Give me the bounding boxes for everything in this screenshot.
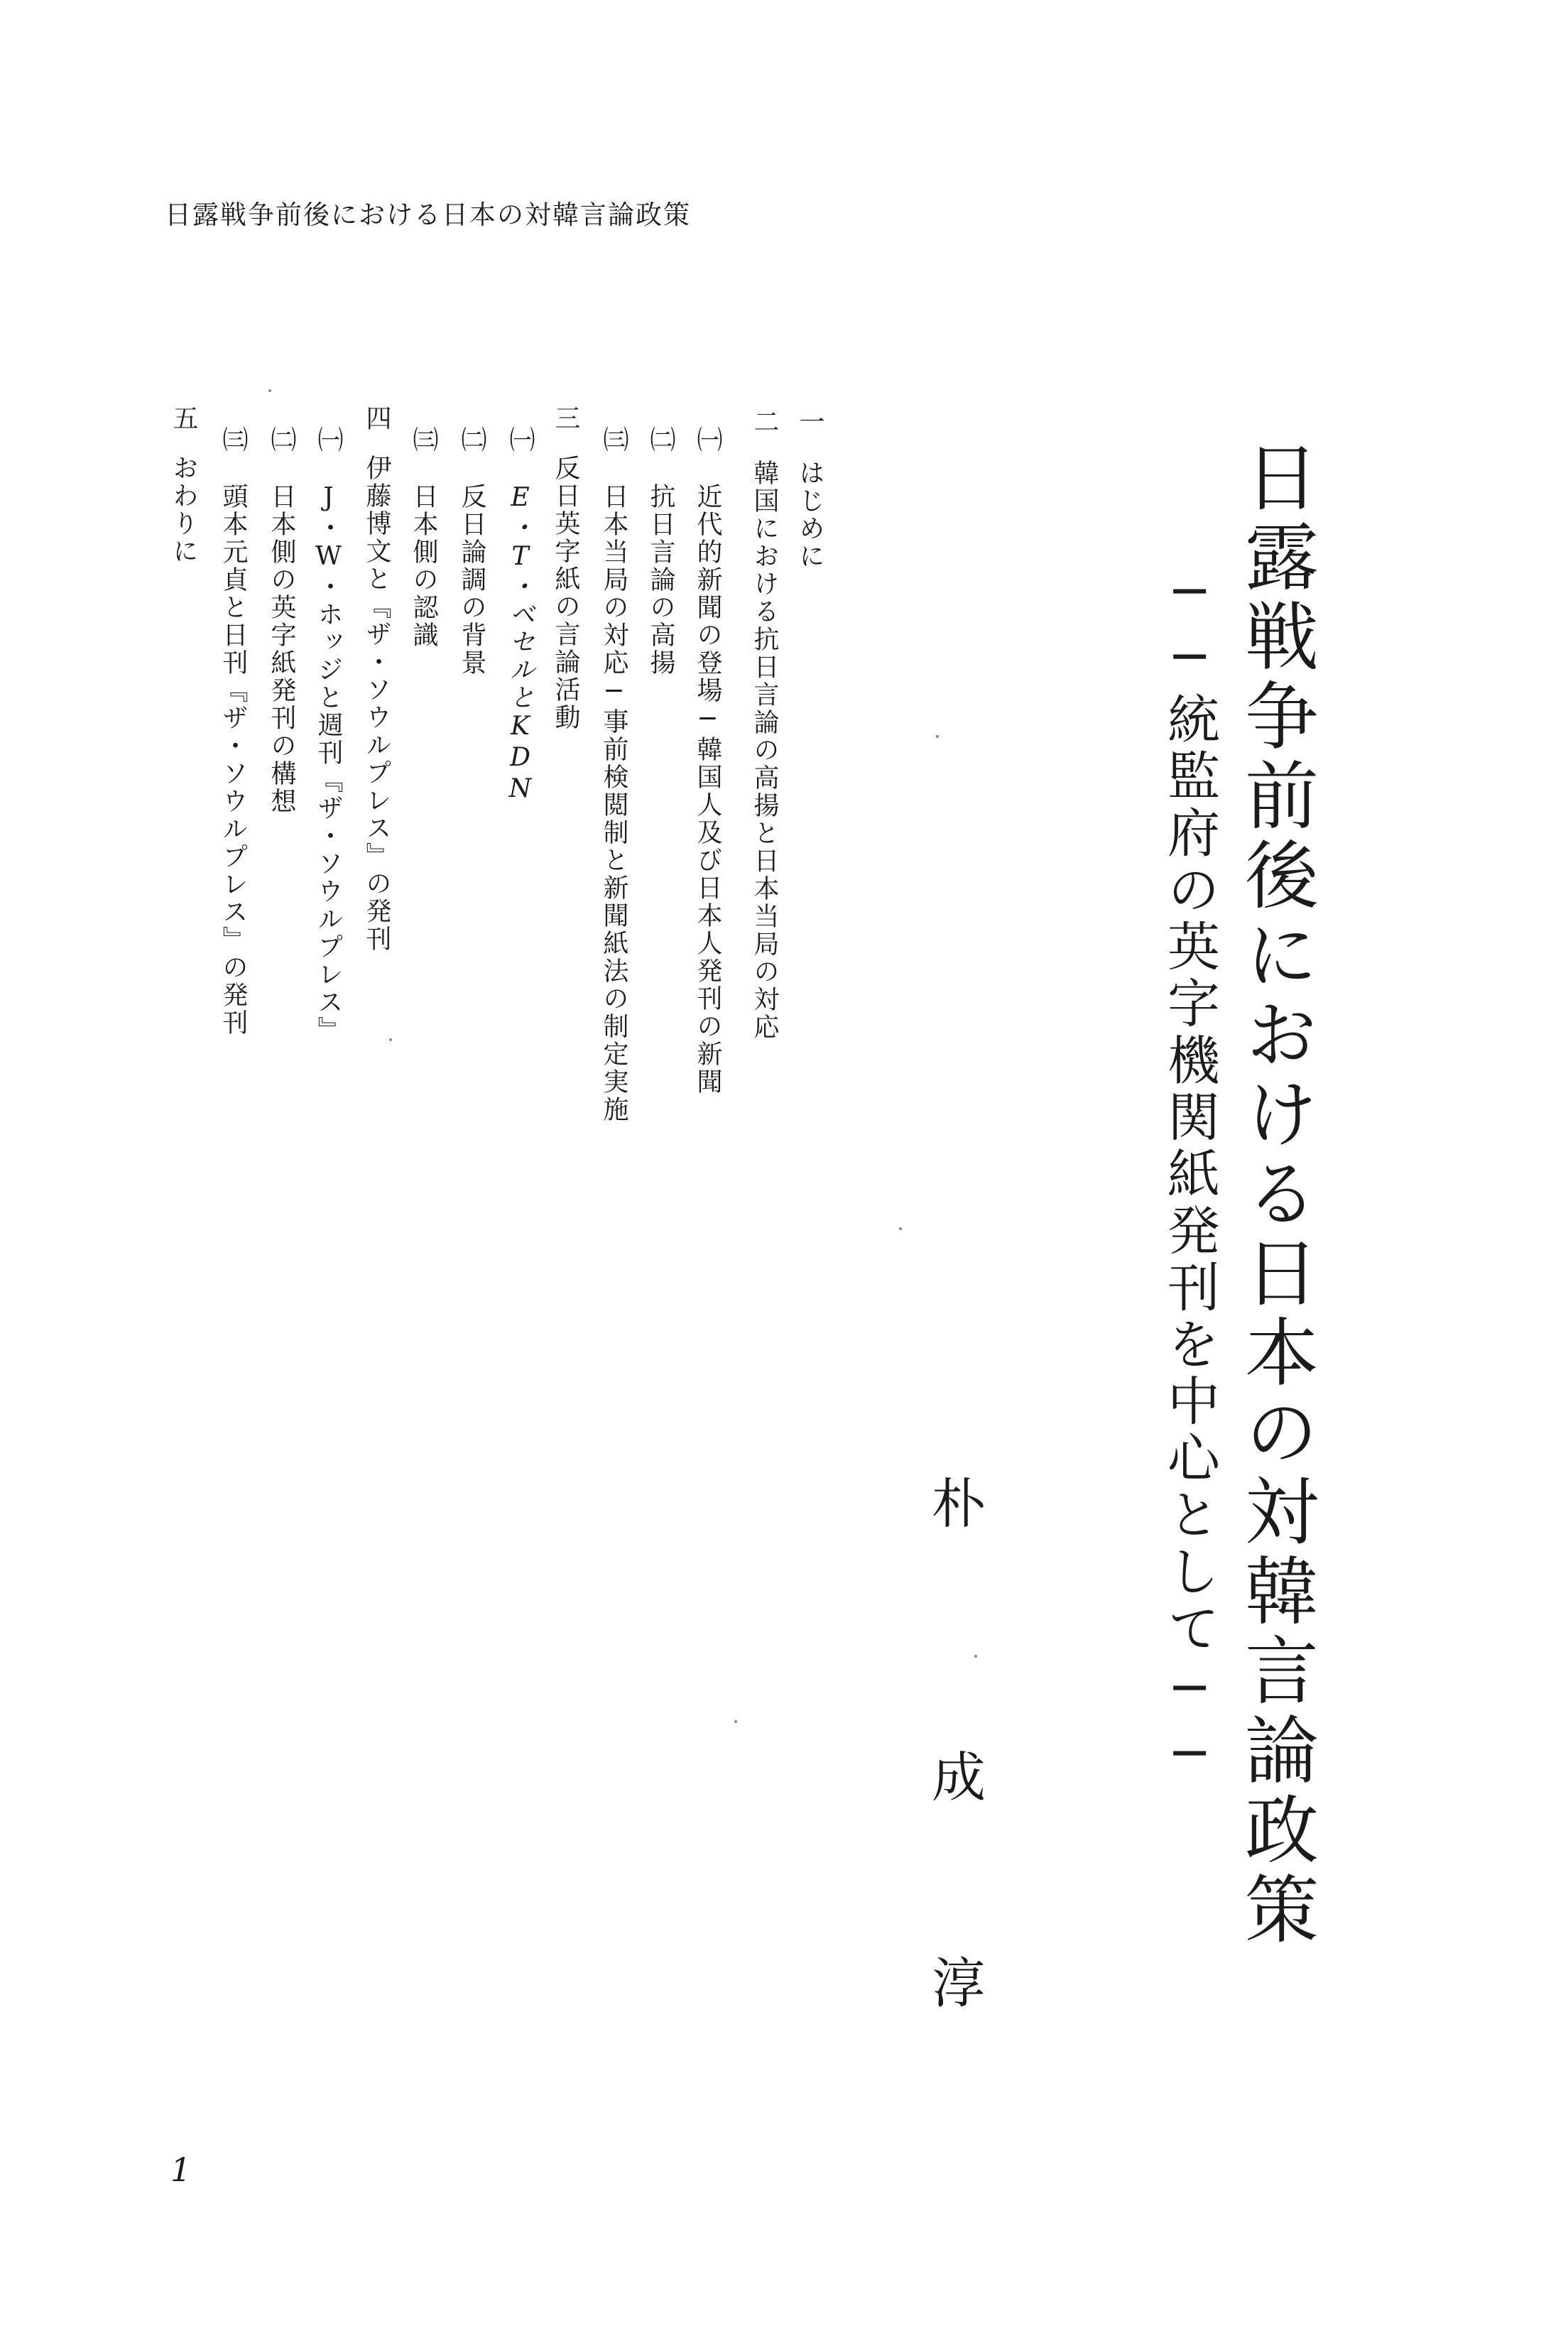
running-header: 日露戦争前後における日本の対韓言論政策 — [165, 200, 691, 230]
toc-subsection-number: ㈡ — [267, 426, 296, 452]
author-name-char: 朴 — [932, 1472, 986, 1536]
page-number: 1 — [170, 2151, 192, 2189]
toc-subsection-number: ㈡ — [457, 426, 486, 452]
article-subtitle: ──統監府の英字機関紙発刊を中心として── — [1159, 561, 1220, 1788]
toc-subsection-title: 日本側の英字紙発刊の構想 — [267, 483, 296, 815]
toc-section-title: 反日英字紙の言論活動 — [551, 455, 580, 732]
toc-subsection-title: 頭本元貞と日刊『ザ・ソウルプレス』の発刊 — [219, 483, 248, 1037]
author-name-char: 成 — [932, 1746, 986, 1809]
toc-subsection-number: ㈠ — [314, 426, 343, 452]
scan-speck — [899, 1227, 902, 1230]
toc-section-number: 五 — [169, 405, 198, 430]
toc-section-title: はじめに — [795, 460, 824, 570]
toc-subsection-number: ㈠ — [693, 426, 722, 452]
toc-subsection-title: E・T・ベセルとKDN — [506, 483, 535, 805]
toc-section-number: 二 — [750, 408, 779, 434]
toc-subsection-number: ㈢ — [409, 426, 438, 452]
author-name-char: 淳 — [932, 1952, 986, 2015]
toc-section-title: 韓国における抗日言論の高揚と日本当局の対応 — [750, 460, 779, 1041]
toc-section-number: 四 — [362, 405, 391, 430]
toc-subsection-title: J・W・ホッジと週刊『ザ・ソウルプレス』 — [314, 483, 343, 1044]
toc-subsection-number: ㈢ — [599, 426, 628, 452]
toc-subsection-title: 日本側の認識 — [409, 483, 438, 649]
scan-speck — [268, 389, 271, 392]
toc-subsection-number: ㈠ — [506, 426, 535, 452]
toc-subsection-title: 近代的新聞の登場─韓国人及び日本人発刊の新聞 — [693, 483, 722, 1096]
toc-section-number: 三 — [551, 405, 580, 430]
toc-section-number: 一 — [795, 408, 824, 434]
scan-speck — [389, 1038, 392, 1041]
toc-subsection-number: ㈡ — [646, 426, 675, 452]
toc-section-title: 伊藤博文と『ザ・ソウルプレス』の発刊 — [362, 455, 391, 953]
toc-section-title: おわりに — [169, 455, 198, 565]
toc-subsection-title: 抗日言論の高揚 — [646, 483, 675, 677]
toc-subsection-title: 反日論調の背景 — [457, 483, 486, 677]
toc-subsection-title: 日本当局の対応─事前検閲制と新聞紙法の制定実施 — [599, 483, 628, 1124]
toc-subsection-number: ㈢ — [219, 426, 248, 452]
scan-speck — [734, 1720, 737, 1723]
scan-speck — [936, 735, 939, 738]
scan-speck — [974, 1655, 977, 1658]
article-title: 日露戦争前後における日本の対韓言論政策 — [1232, 439, 1319, 1950]
